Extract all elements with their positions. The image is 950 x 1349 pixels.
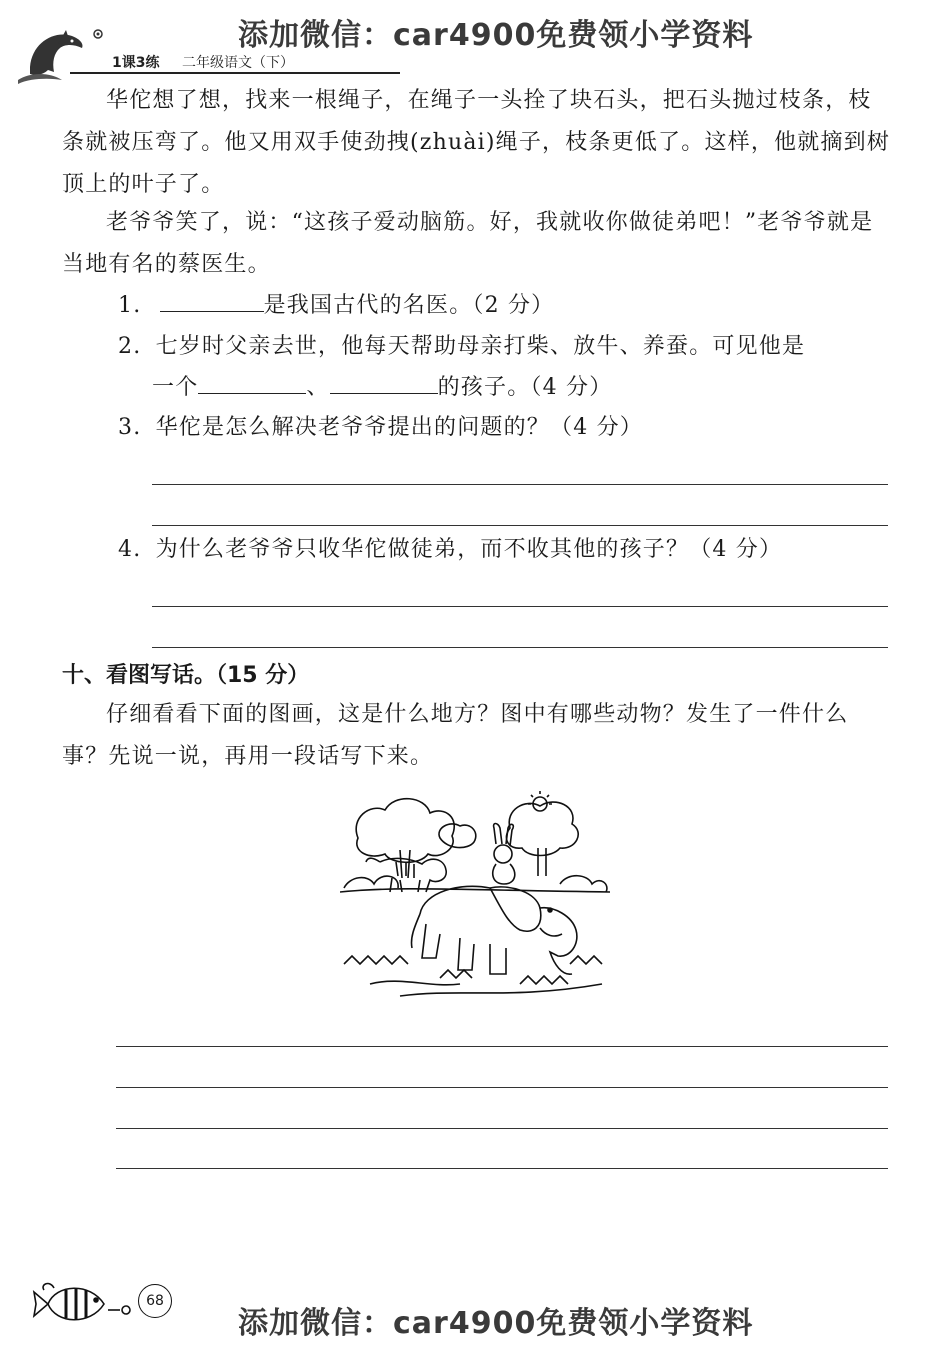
question-2-separator: 、: [306, 375, 330, 400]
answer-line-q3-2[interactable]: [152, 525, 888, 526]
question-1: [118, 285, 554, 326]
question-2: [118, 327, 805, 367]
question-2-suffix: 的孩子。（4 分）: [437, 375, 613, 400]
question-1-number: 1.: [118, 293, 142, 318]
illustration-elephant-tiger-rabbit: [340, 788, 610, 1002]
section-10-title: 十、看图写话。（15 分）: [62, 663, 310, 688]
question-1-text: 是我国古代的名医。（2 分）: [263, 293, 555, 318]
passage-paragraph-2: 老爷爷笑了，说：“这孩子爱动脑筋。好，我就收你做徒弟吧！”老爷爷就是当地有名的蔡医生。: [62, 210, 874, 277]
answer-line-q4-1[interactable]: [152, 606, 888, 607]
header-rule: [70, 72, 400, 74]
question-2-blank-2[interactable]: [330, 367, 438, 394]
question-4-number: 4.: [118, 537, 142, 562]
question-4-text: 为什么老爷爷只收华佗做徒弟，而不收其他的孩子？（4 分）: [155, 537, 783, 562]
question-1-blank[interactable]: [160, 285, 264, 312]
writing-line-1[interactable]: [116, 1046, 888, 1047]
question-2-line-2: [152, 367, 612, 408]
question-2-number: 2.: [118, 334, 142, 359]
writing-line-4[interactable]: [116, 1168, 888, 1169]
question-3-number: 3.: [118, 415, 142, 440]
page-number: 68: [146, 1293, 164, 1309]
question-2-text: 七岁时父亲去世，他每天帮助母亲打柴、放牛、养蚕。可见他是: [155, 334, 806, 359]
fish-icon: [30, 1276, 140, 1332]
question-2-prefix: 一个: [152, 375, 199, 400]
question-4: [118, 530, 782, 570]
watermark-top: 添加微信：car4900免费领小学资料: [238, 18, 754, 53]
question-3-text: 华佗是怎么解决老爷爷提出的问题的？（4 分）: [155, 415, 643, 440]
header-book-title: 二年级语文（下）: [182, 55, 294, 71]
writing-line-3[interactable]: [116, 1128, 888, 1129]
writing-line-2[interactable]: [116, 1087, 888, 1088]
passage-paragraph-1: 华佗想了想，找来一根绳子，在绳子一头拴了块石头，把石头抛过枝条，枝条就被压弯了。他又用双手使劲拽(zhuài)绳子，枝条更低了。这样，他就摘到树顶上的叶子了。: [62, 88, 891, 197]
question-3: [118, 408, 643, 448]
page-number-circle: [138, 1284, 172, 1318]
watermark-bottom: 添加微信：car4900免费领小学资料: [238, 1306, 754, 1341]
section-10-instruction: 仔细看看下面的图画，这是什么地方？图中有哪些动物？发生了一件什么事？先说一说，再用一段话写下来。: [62, 702, 849, 769]
answer-line-q4-2[interactable]: [152, 647, 888, 648]
answer-line-q3-1[interactable]: [152, 484, 888, 485]
question-2-blank-1[interactable]: [198, 367, 306, 394]
header-series: 1课3练: [112, 55, 160, 71]
